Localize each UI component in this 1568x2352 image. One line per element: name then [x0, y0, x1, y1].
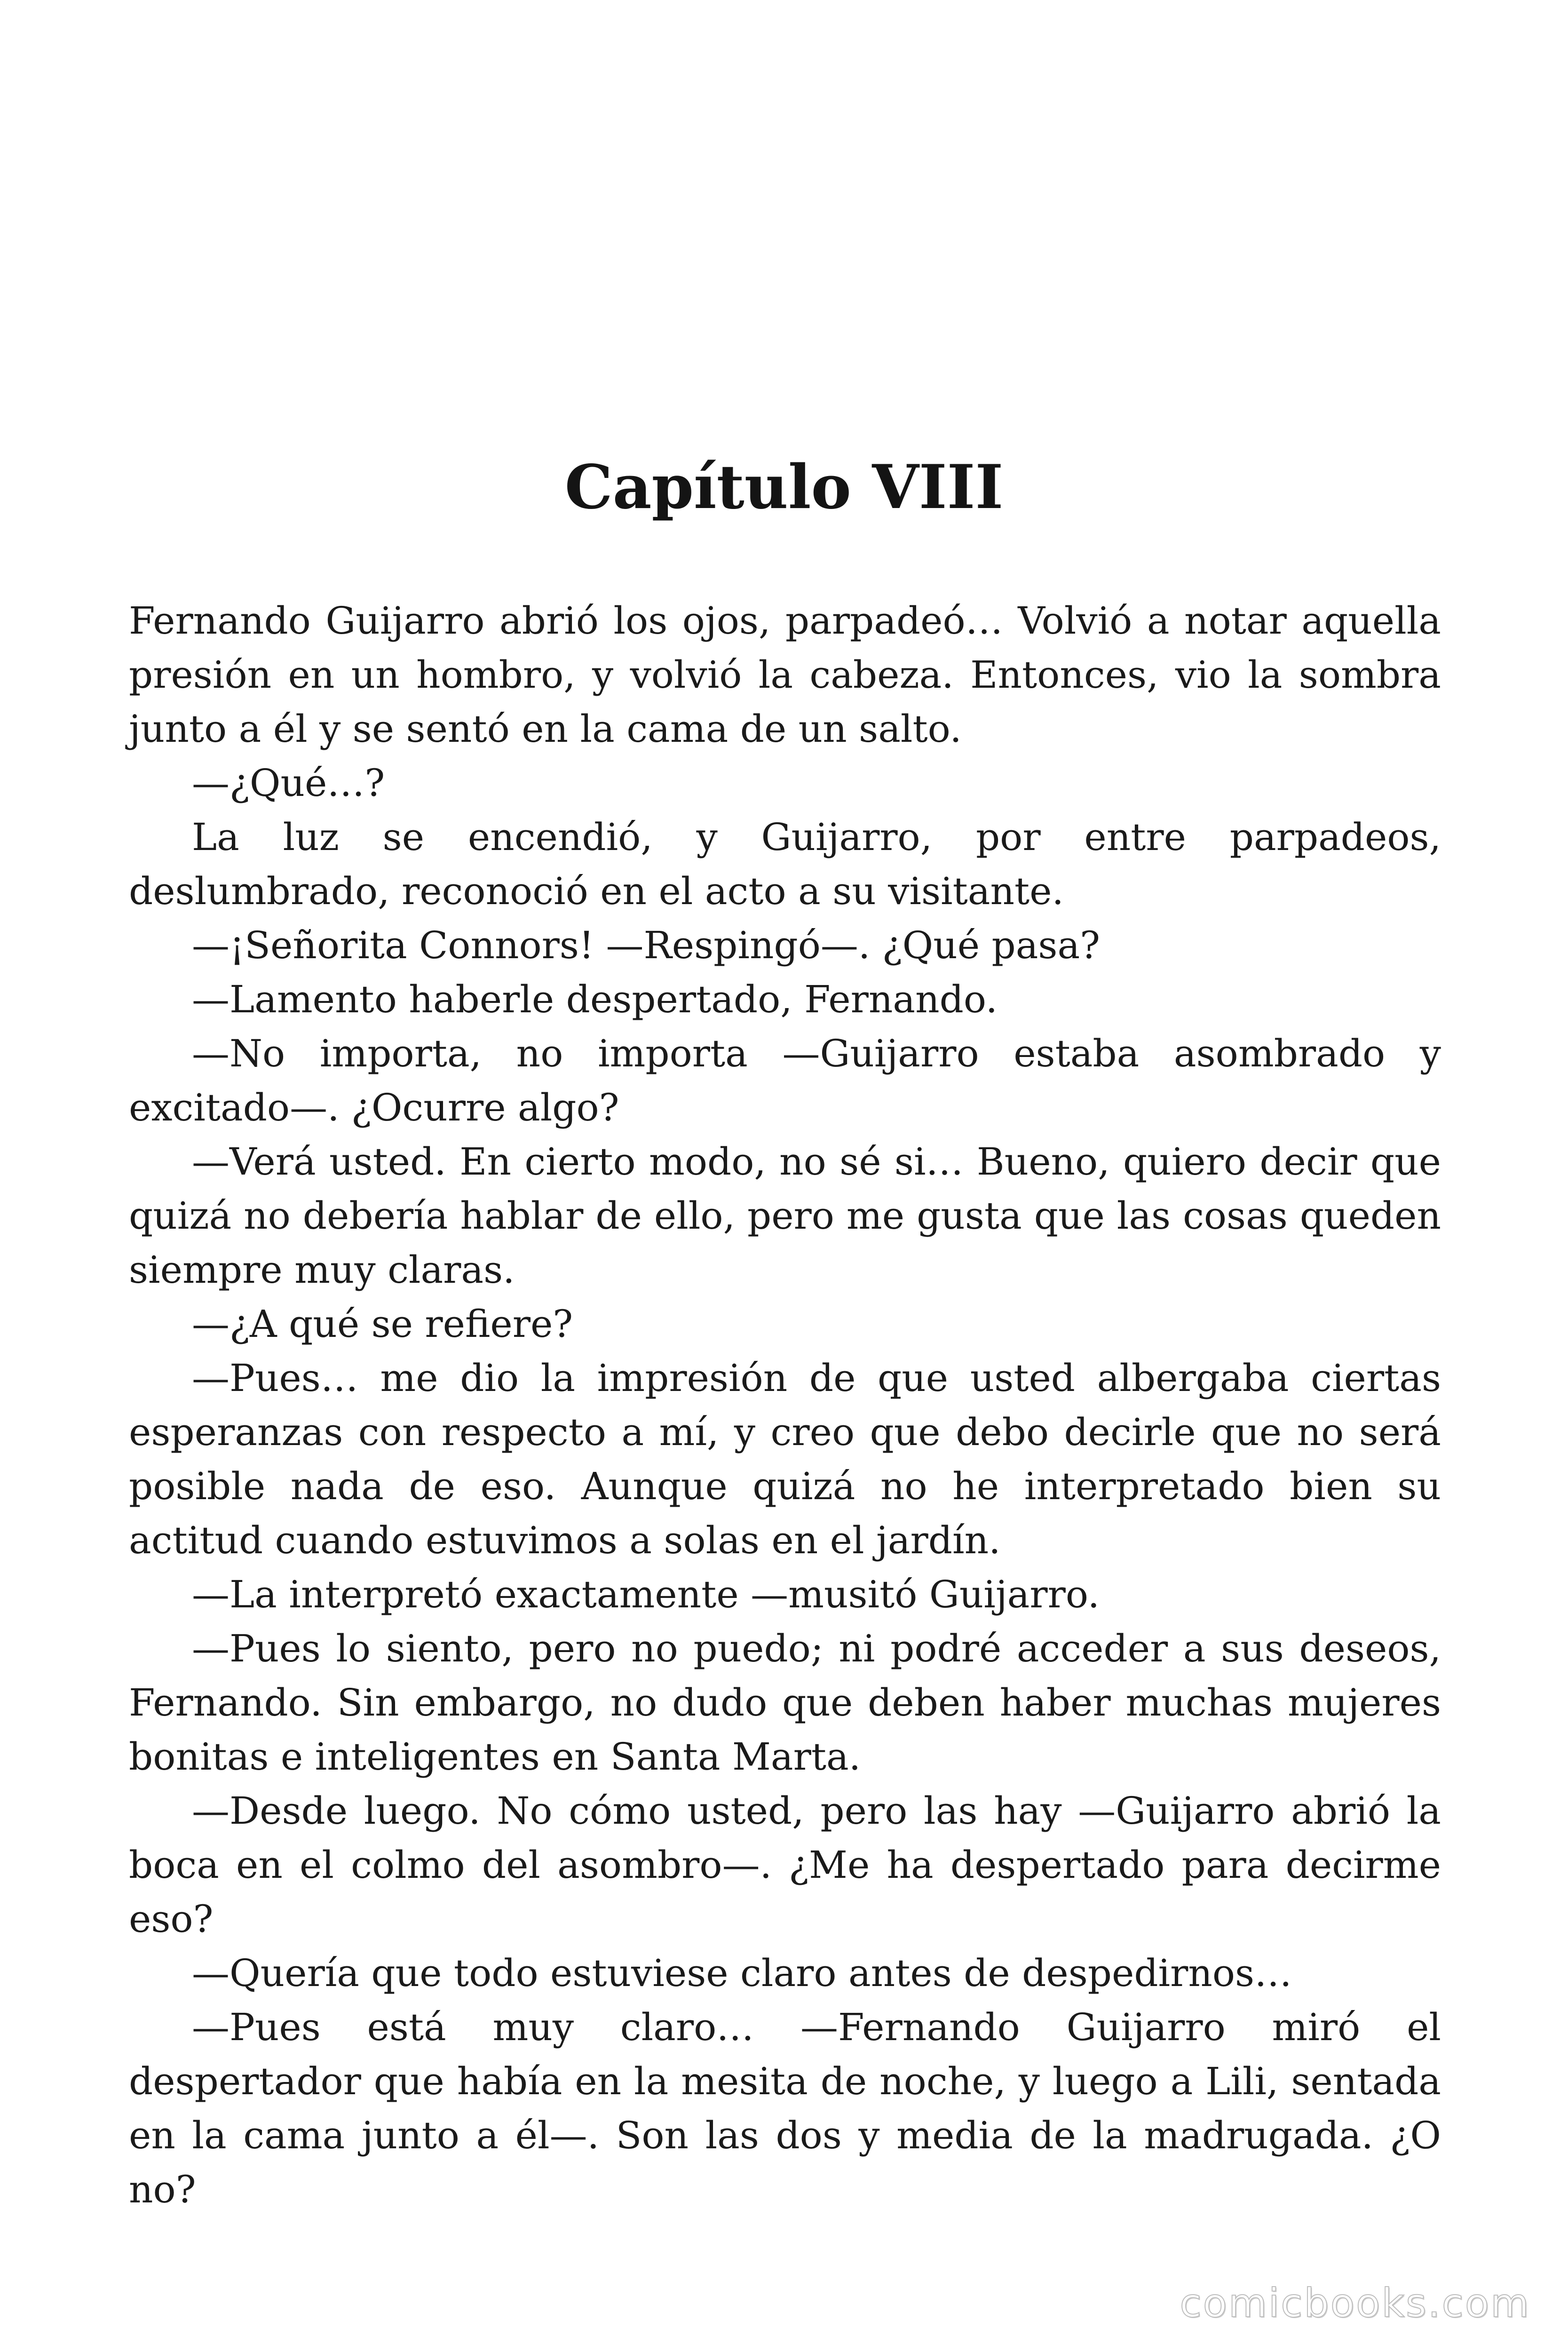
paragraph: —Pues está muy claro… —Fernando Guijarro miró el despertador que había en la mesita de noche, y luego a Lili, sentada en la cama junto a él—. Son las dos y media de la madrugada. ¿O no?: [129, 2005, 1441, 2211]
paragraph: —No importa, no importa —Guijarro estaba asombrado y excitado—. ¿Ocurre algo?: [129, 1032, 1441, 1129]
paragraph: —Quería que todo estuviese claro antes de despedirnos…: [192, 1951, 1292, 1995]
paragraph: —La interpretó exactamente —musitó Guijarro.: [192, 1573, 1100, 1616]
paragraph: —Lamento haberle despertado, Fernando.: [192, 977, 998, 1021]
watermark: comicbooks.com: [1180, 2280, 1530, 2326]
paragraph: Fernando Guijarro abrió los ojos, parpadeó… Volvió a notar aquella presión en un hombro, y volvió la cabeza. Entonces, vio la sombra junto a él y se sentó en la cama de un salto.: [129, 599, 1441, 751]
paragraph: La luz se encendió, y Guijarro, por entre parpadeos, deslumbrado, reconoció en el acto a su visitante.: [129, 815, 1441, 913]
chapter-title: Capítulo VIII: [564, 452, 1004, 523]
chapter-body: [129, 594, 1441, 2217]
paragraph: —Pues lo siento, pero no puedo; ni podré acceder a sus deseos, Fernando. Sin embargo, no dudo que deben haber muchas mujeres bonitas e inteligentes en Santa Marta.: [129, 1627, 1441, 1779]
paragraph: —¿A qué se refiere?: [192, 1302, 573, 1346]
paragraph: —Verá usted. En cierto modo, no sé si… Bueno, quiero decir que quizá no debería hablar de ello, pero me gusta que las cosas queden siempre muy claras.: [129, 1140, 1441, 1292]
paragraph: —Pues… me dio la impresión de que usted albergaba ciertas esperanzas con respecto a mí, y creo que debo decirle que no será posible nada de eso. Aunque quizá no he interpretado bien su actitud cuando estuvimos a solas en el jardín.: [129, 1356, 1441, 1562]
paragraph: —¿Qué…?: [192, 761, 385, 805]
paragraph: —Desde luego. No cómo usted, pero las hay —Guijarro abrió la boca en el colmo del asombro—. ¿Me ha despertado para decirme eso?: [129, 1789, 1441, 1941]
paragraph: —¡Señorita Connors! —Respingó—. ¿Qué pasa?: [192, 923, 1101, 967]
